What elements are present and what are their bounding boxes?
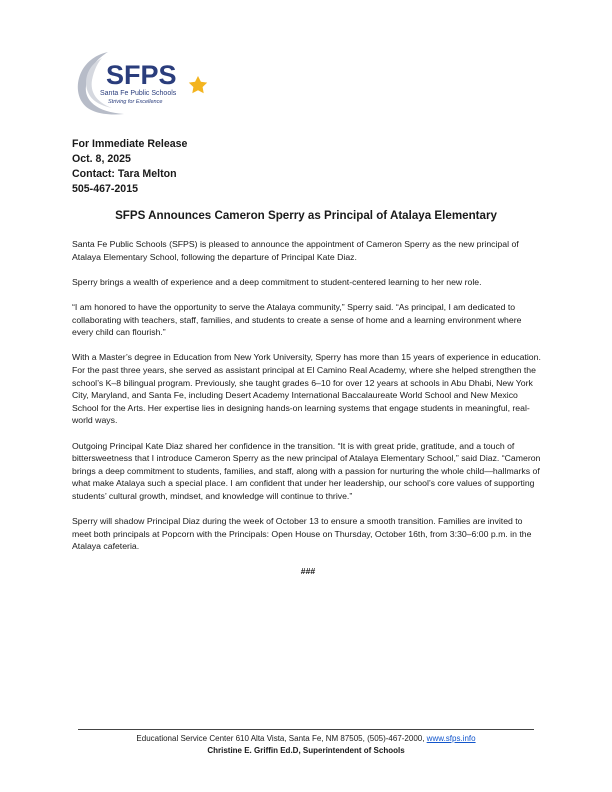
logo-acronym: SFPS	[106, 60, 177, 90]
sfps-logo	[70, 44, 220, 124]
release-info	[72, 137, 187, 197]
release-contact: Contact: Tara Melton	[72, 168, 177, 180]
paragraph: “I am honored to have the opportunity to serve the Atalaya community,” Sperry said. “As principal, I am dedicated to collaborating with teachers, staff, families, and students to create a sense of home and a learning environment where every child can flourish.”	[72, 301, 522, 338]
footer-superintendent: Christine E. Griffin Ed.D, Superintendent of Schools	[207, 745, 405, 755]
website-link[interactable]: www.sfps.info	[426, 734, 476, 743]
footer-address: Educational Service Center 610 Alta Vista, Santa Fe, NM 87505, (505)-467-2000,	[136, 734, 427, 743]
release-phone: 505-467-2015	[72, 183, 138, 195]
release-label: For Immediate Release	[72, 138, 188, 150]
star-icon	[189, 76, 207, 93]
page-title: SFPS Announces Cameron Sperry as Principal of Atalaya Elementary	[115, 209, 497, 222]
footer-address-line	[0, 733, 612, 745]
paragraph: With a Master’s degree in Education from New York University, Sperry has more than 15 years of experience in education. For the past three years, she served as assistant principal at El Camino Real Academy, where she helped strengthen the school’s K–8 bilingual program. Previously, she taught grades 6–10 for over 12 years at schools in Abu Dhabi, New York City, Maryland, and Santa Fe, including Desert Academy International Baccalaureate World School and New Mexico School for the Arts. Her expertise lies in designing hands-on learning systems that engage students in meaningful, real-world ways.	[72, 352, 541, 426]
end-mark: ###	[300, 566, 316, 577]
article-body	[72, 238, 544, 578]
paragraph: Santa Fe Public Schools (SFPS) is pleased to announce the appointment of Cameron Sperry as the new principal of Atalaya Elementary School, following the departure of Principal Kate Diaz.	[72, 239, 519, 262]
release-date: Oct. 8, 2025	[72, 153, 131, 165]
paragraph: Sperry brings a wealth of experience and a deep commitment to student-centered learning to her new role.	[72, 276, 482, 287]
paragraph: Outgoing Principal Kate Diaz shared her confidence in the transition. “It is with great pride, gratitude, and a touch of bittersweetness that I introduce Cameron Sperry as the new principal of Atalaya Elementary School,” said Diaz. “Cameron brings a deep commitment to students, families, and staff, along with a passion for nurturing the whole child—hallmarks of what make Atalaya such a special place. I am confident that under her leadership, our school’s core values of supporting students’ cultural growth, mindset, and knowledge will continue to thrive.”	[72, 440, 541, 501]
footer	[0, 733, 612, 756]
paragraph: Sperry will shadow Principal Diaz during the week of October 13 to ensure a smooth transition. Families are invited to meet both principals at Popcorn with the Principals: Open House on Thursday, October 16th, from 3:30–6:00 p.m. in the Atalaya cafeteria.	[72, 516, 532, 552]
logo-school-name: Santa Fe Public Schools	[100, 90, 177, 97]
footer-divider	[78, 729, 534, 730]
logo-tagline: Striving for Excellence	[108, 99, 163, 105]
